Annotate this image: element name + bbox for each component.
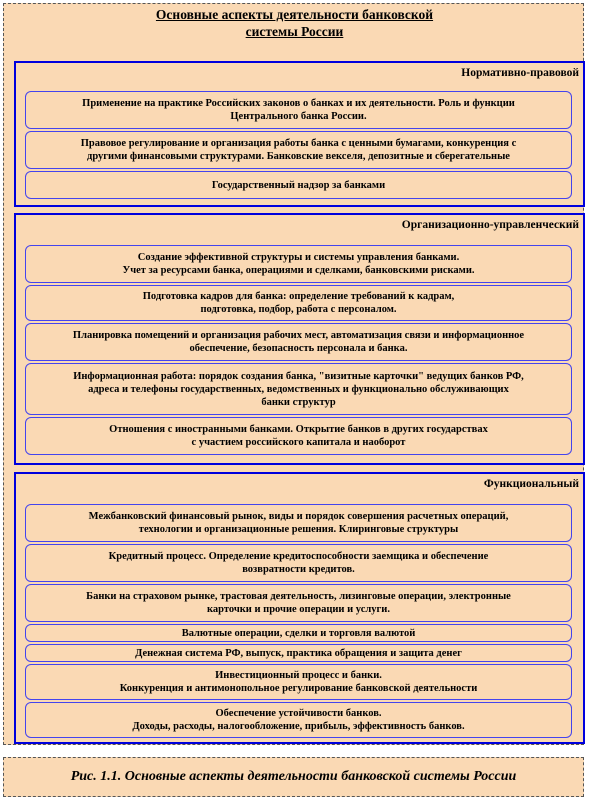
figure-caption: Рис. 1.1. Основные аспекты деятельности банковской системы России [70, 769, 517, 784]
aspect-box: Правовое регулирование и организация работы банка с ценными бумагами, конкуренция с другими финансовыми структурами. Банковские векселя, депозитные и сберегательные [25, 131, 572, 169]
section-organizational-managerial [14, 213, 585, 465]
aspect-box: Информационная работа: порядок создания банка, "визитные карточки" ведущих банков РФ, адреса и телефоны государственных, ведомственных и функционально обслуживающих банки структур [25, 363, 572, 415]
section-title: Организационно-управленческий [401, 219, 579, 231]
aspect-box: Обеспечение устойчивости банков. Доходы, расходы, налогообложение, прибыль, эффективность банков. [25, 702, 572, 738]
aspect-box: Планировка помещений и организация рабочих мест, автоматизация связи и информационное обеспечение, безопасность персонала и банка. [25, 323, 572, 361]
section-normative-legal [14, 61, 585, 207]
aspect-box: Кредитный процесс. Определение кредитоспособности заемщика и обеспечение возвратности кредитов. [25, 544, 572, 582]
aspect-box: Подготовка кадров для банка: определение требований к кадрам, подготовка, подбор, работа с персоналом. [25, 285, 572, 321]
section-title: Функциональный [483, 478, 579, 490]
aspect-box: Инвестиционный процесс и банки. Конкуренция и антимонопольное регулирование банковской деятельности [25, 664, 572, 700]
aspect-box: Применение на практике Российских законов о банках и их деятельности. Роль и функции Центрального банка России. [25, 91, 572, 129]
section-functional [14, 472, 585, 744]
diagram-title: Основные аспекты деятельности банковской системы России [155, 7, 434, 39]
figure-caption-box [3, 757, 584, 797]
aspect-box: Государственный надзор за банками [25, 171, 572, 199]
aspect-box: Денежная система РФ, выпуск, практика обращения и защита денег [25, 644, 572, 662]
diagram-frame [3, 3, 584, 745]
aspect-box: Межбанковский финансовый рынок, виды и порядок совершения расчетных операций, технологии и организационные решения. Клиринговые структуры [25, 504, 572, 542]
aspect-box: Отношения с иностранными банками. Открытие банков в других государствах с участием российского капитала и наоборот [25, 417, 572, 455]
aspect-box: Банки на страховом рынке, трастовая деятельность, лизинговые операции, электронные карточки и прочие операции и услуги. [25, 584, 572, 622]
aspect-box: Валютные операции, сделки и торговля валютой [25, 624, 572, 642]
aspect-box: Создание эффективной структуры и системы управления банками. Учет за ресурсами банка, операциями и сделками, банковскими рисками. [25, 245, 572, 283]
section-title: Нормативно-правовой [461, 67, 579, 79]
